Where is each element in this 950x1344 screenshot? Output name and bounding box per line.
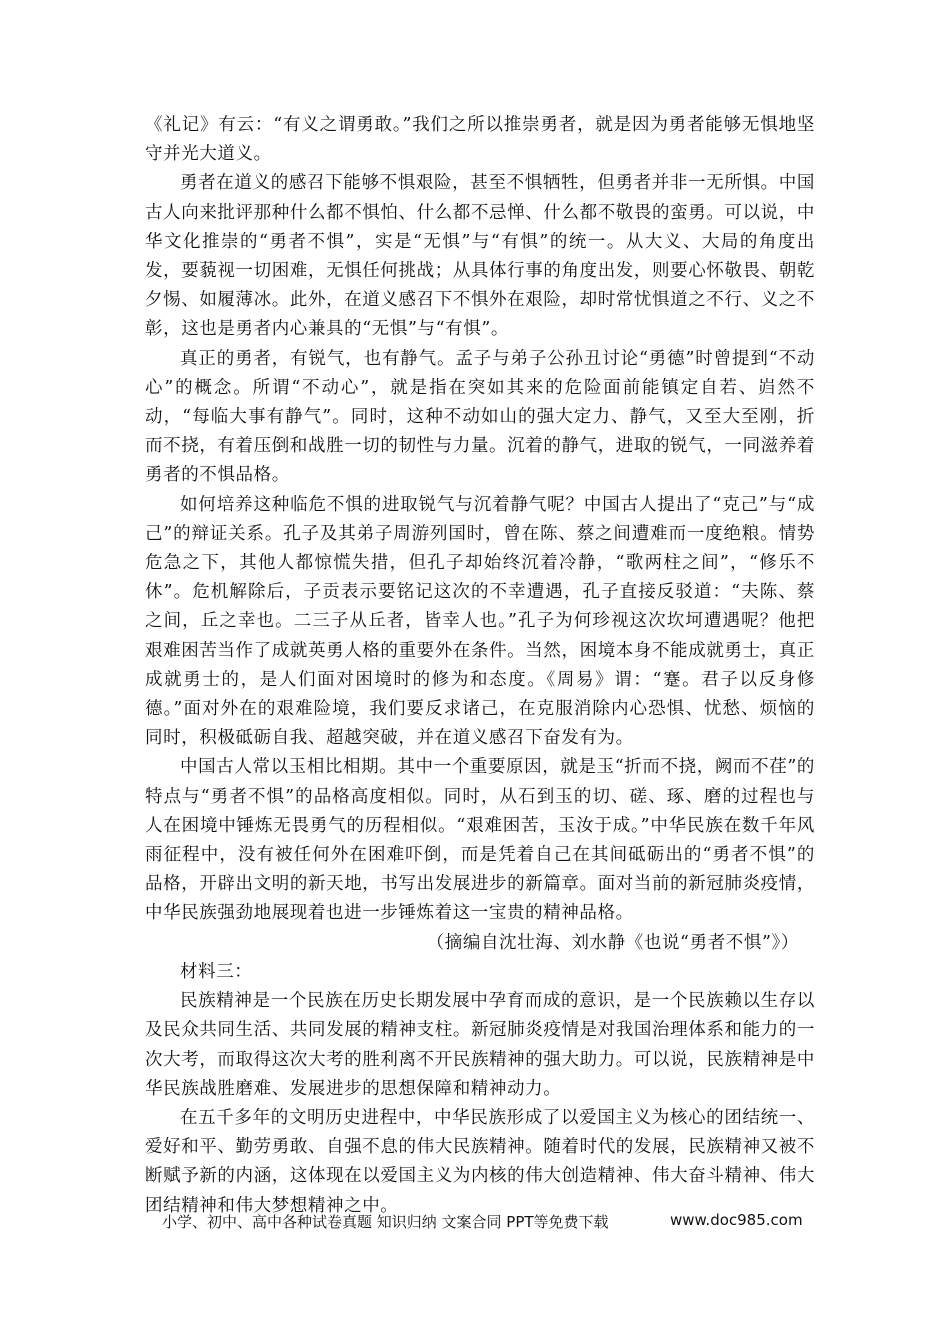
page-footer [162, 1211, 802, 1232]
paragraph-5: 中国古人常以玉相比相期。其中一个重要原因，就是玉“折而不挠，阙而不荏”的特点与“勇者不惧”的品格高度相似。同时，从石到玉的切、磋、琢、磨的过程也与人在困境中锤炼无畏勇气的历程相似。“艰难困苦，玉汝于成。”中华民族在数千年风雨征程中，没有被任何外在困难吓倒，而是凭着自己在其间砥砺出的“勇者不惧”的品格，开辟出文明的新天地，书写出发展进步的新篇章。面对当前的新冠肺炎疫情，中华民族强劲地展现着也进一步锤炼着这一宝贵的精神品格。 [145, 757, 815, 924]
footer-text: 小学、初中、高中各种试卷真题 知识归纳 文案合同 PPT等免费下载 [162, 1213, 609, 1231]
article-body [145, 111, 815, 1221]
paragraph-6: 民族精神是一个民族在历史长期发展中孕育而成的意识，是一个民族赖以生存以及民众共同生活、共同发展的精神支柱。新冠肺炎疫情是对我国治理体系和能力的一次大考，而取得这次大考的胜利离不开民族精神的强大助力。可以说，民族精神是中华民族战胜磨难、发展进步的思想保障和精神动力。 [145, 991, 815, 1099]
paragraph-3: 真正的勇者，有锐气，也有静气。孟子与弟子公孙丑讨论“勇德”时曾提到“不动心”的概念。所谓“不动心”，就是指在突如其来的危险面前能镇定自若、岿然不动，“每临大事有静气”。同时，这种不动如山的强大定力、静气，又至大至刚，折而不挠，有着压倒和战胜一切的韧性与力量。沉着的静气，进取的锐气，一同滋养着勇者的不惧品格。 [145, 348, 815, 486]
section-heading-material-3: 材料三： [180, 961, 253, 982]
paragraph-4: 如何培养这种临危不惧的进取锐气与沉着静气呢？中国古人提出了“克己”与“成己”的辩证关系。孔子及其弟子周游列国时，曾在陈、蔡之间遭难而一度绝粮。情势危急之下，其他人都惊慌失措，但孔子却始终沉着冷静，“歌两柱之间”，“修乐不休”。危机解除后，子贡表示要铭记这次的不幸遭遇，孔子直接反驳道：“夫陈、蔡之间，丘之幸也。二三子从丘者，皆幸人也。”孔子为何珍视这次坎坷遭遇呢？他把艰难困苦当作了成就英勇人格的重要外在条件。当然，困境本身不能成就勇士，真正成就勇士的，是人们面对困境时的修为和态度。《周易》谓：“蹇。君子以反身修德。”面对外在的艰难险境，我们要反求诸己，在克服消除内心恐惧、忧愁、烦恼的同时，积极砥砺自我、超越突破，并在道义感召下奋发有为。 [145, 494, 815, 749]
paragraph-7: 在五千多年的文明历史进程中，中华民族形成了以爱国主义为核心的团结统一、爱好和平、勤劳勇敢、自强不息的伟大民族精神。随着时代的发展，民族精神又被不断赋予新的内涵，这体现在以爱国主义为内核的伟大创造精神、伟大奋斗精神、伟大团结精神和伟大梦想精神之中。 [145, 1107, 815, 1216]
paragraph-2: 勇者在道义的感召下能够不惧艰险，甚至不惧牺牲，但勇者并非一无所惧。中国古人向来批评那种什么都不惧怕、什么都不忌惮、什么都不敬畏的蛮勇。可以说，中华文化推崇的“勇者不惧”，实是“无惧”与“有惧”的统一。从大义、大局的角度出发，要藐视一切困难，无惧任何挑战；从具体行事的角度出发，则要心怀敬畏、朝乾夕惕、如履薄冰。此外，在道义感召下不惧外在艰险，却时常忧惧道之不行、义之不彰，这也是勇者内心兼具的“无惧”与“有惧”。 [145, 173, 815, 340]
footer-website-link[interactable]: www.doc985.com [670, 1211, 803, 1229]
source-citation: （摘编自沈壮海、刘水静《也说“勇者不惧”》） [426, 932, 799, 953]
paragraph-1: 《礼记》有云：“有义之谓勇敢。”我们之所以推崇勇者，就是因为勇者能够无惧地坚守并光大道义。 [145, 115, 815, 165]
